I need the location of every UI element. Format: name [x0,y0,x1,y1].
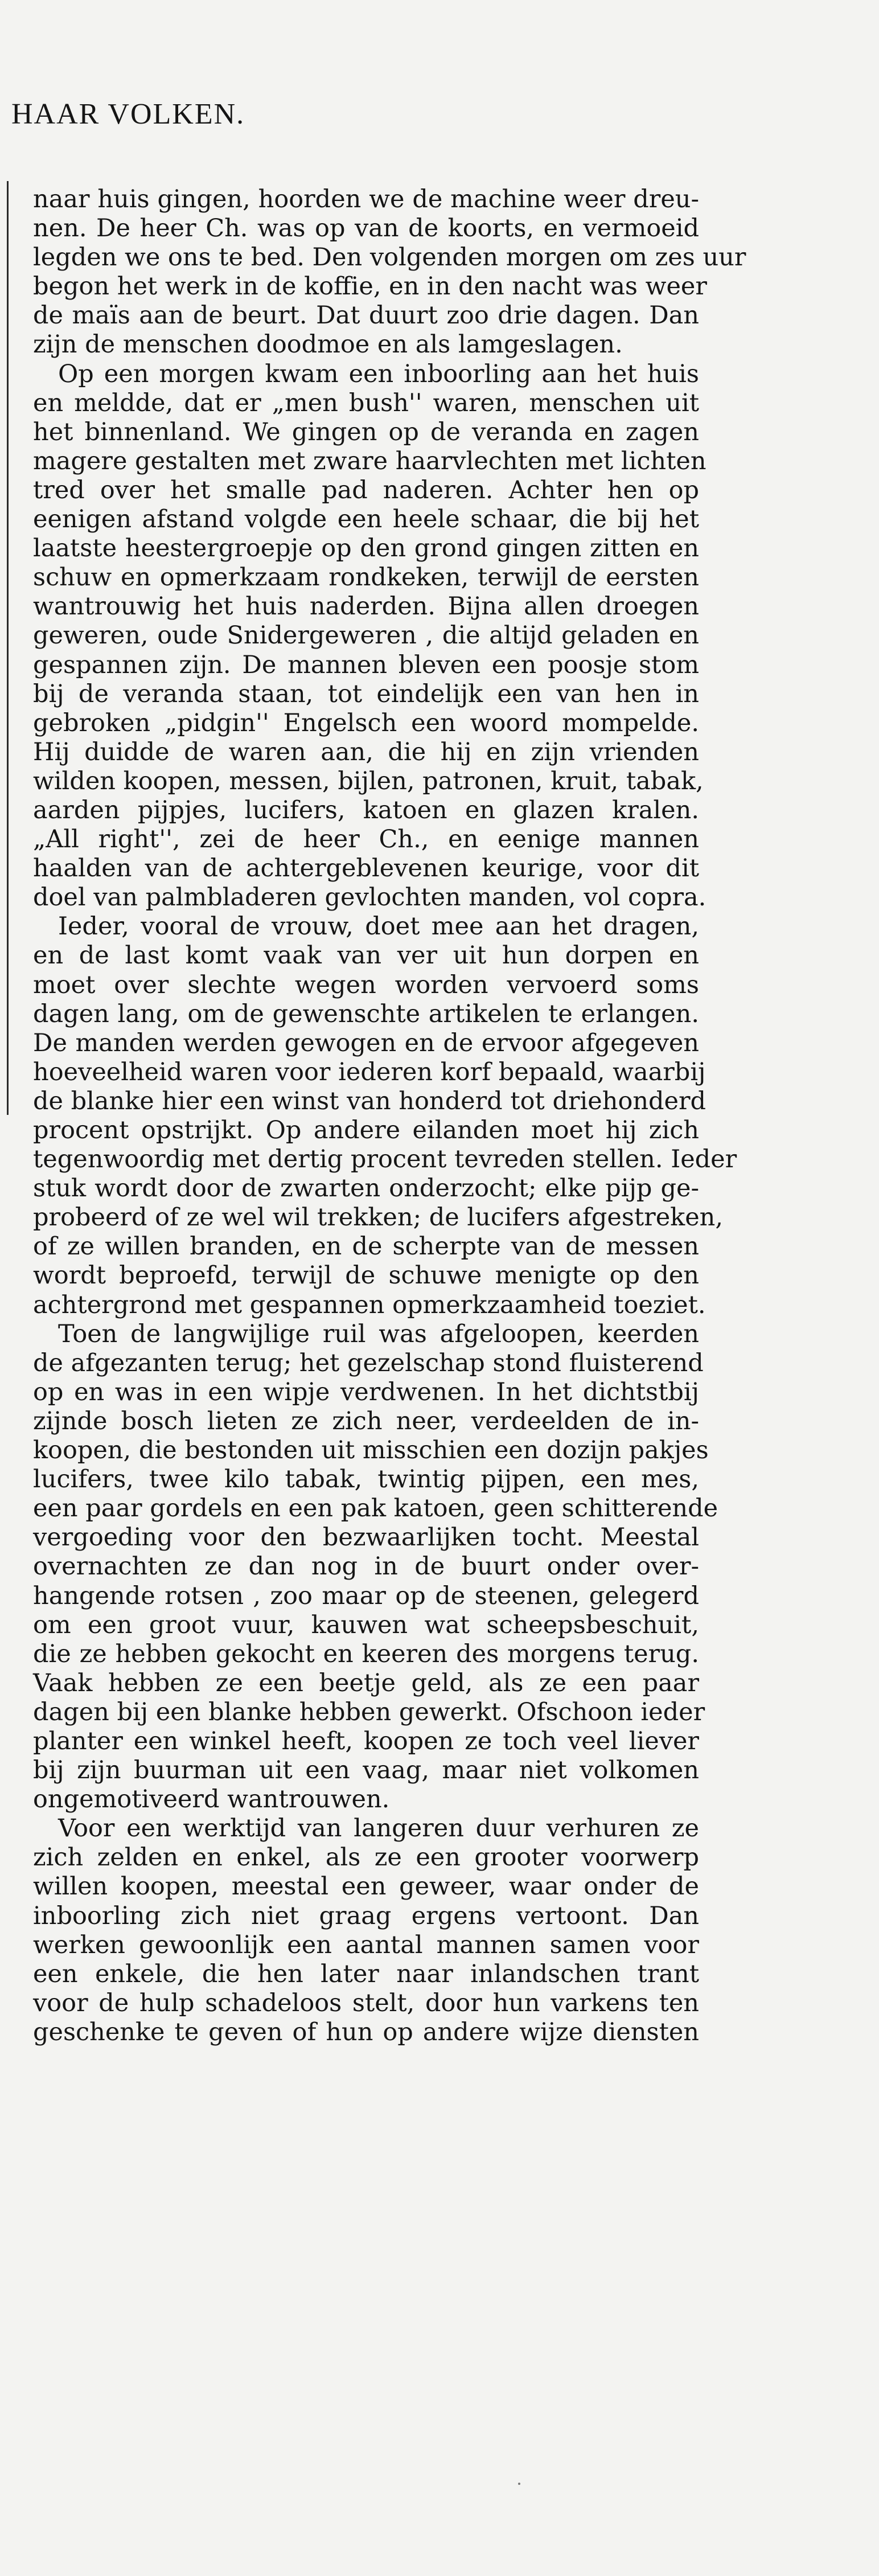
text-line: ongemotiveerd wantrouwen. [33,1785,390,1814]
text-line: om een groot vuur, kauwen wat scheepsbeschuit, [33,1610,699,1639]
text-line: werken gewoonlijk een aantal mannen samen voor [33,1930,699,1959]
paragraph [33,359,707,913]
text-line: schuw en opmerkzaam rondkeken, terwijl de eersten [33,563,699,592]
text-line: Hij duidde de waren aan, die hij en zijn vrienden [33,737,699,766]
text-line: planter een winkel heeft, koopen ze toch veel liever [33,1726,699,1755]
paragraph [33,912,737,1319]
text-line: procent opstrijkt. Op andere eilanden moet hij zich [33,1116,699,1145]
text-line: de blanke hier een winst van honderd tot driehonderd [33,1086,707,1115]
running-head: HAAR VOLKEN. [11,98,245,130]
text-line: legden we ons te bed. Den volgenden morgen om zes uur [33,243,746,272]
text-line: geweren, oude Snidergeweren , die altijd geladen en [33,621,699,650]
text-line: gebroken „pidgin'' Engelsch een woord mompelde. [33,708,699,737]
text-line: hangende rotsen , zoo maar op de steenen, gelegerd [33,1581,699,1610]
text-line: het binnenland. We gingen op de veranda en zagen [33,417,699,446]
text-line: dagen lang, om de gewenschte artikelen te erlangen. [33,999,699,1028]
text-line: Ieder, vooral de vrouw, doet mee aan het dragen, [58,912,699,941]
text-line: zich zelden en enkel, als ze een grooter voorwerp [33,1843,699,1872]
text-line: begon het werk in de koffie, en in den nacht was weer [33,272,707,301]
text-line: de afgezanten terug; het gezelschap stond fluisterend [33,1348,704,1377]
text-line: haalden van de achtergeblevenen keurige, voor dit [33,854,699,883]
text-line: De manden werden gewogen en de ervoor afgegeven [33,1028,699,1057]
text-line: hoeveelheid waren voor iederen korf bepaald, waarbij [33,1057,706,1086]
text-line: probeerd of ze wel wil trekken; de lucifers afgestreken, [33,1203,724,1232]
paragraph [33,185,746,360]
margin-rule [7,181,9,1115]
text-line: magere gestalten met zware haarvlechten met lichten [33,446,707,475]
text-line: aarden pijpjes, lucifers, katoen en glazen kralen. [33,795,699,825]
paragraph [33,1814,699,2047]
text-line: laatste heestergroepje op den grond gingen zitten en [33,534,699,563]
text-line: naar huis gingen, hoorden we de machine weer dreu- [33,185,699,214]
text-line: gespannen zijn. De mannen bleven een poosje stom [33,650,699,679]
text-line: dagen bij een blanke hebben gewerkt. Ofschoon ieder [33,1697,705,1726]
text-line: Voor een werktijd van langeren duur verhuren ze [58,1814,699,1843]
text-line: inboorling zich niet graag ergens vertoont. Dan [33,1901,699,1930]
text-line: wilden koopen, messen, bijlen, patronen, kruit, tabak, [33,766,704,795]
text-line: wantrouwig het huis naderden. Bijna allen droegen [33,592,699,621]
text-line: een enkele, die hen later naar inlandschen trant [33,1959,699,1988]
text-line: geschenke te geven of hun op andere wijze diensten [33,2017,699,2046]
text-line: en de last komt vaak van ver uit hun dorpen en [33,941,699,970]
text-line: vergoeding voor den bezwaarlijken tocht. Meestal [33,1523,699,1552]
text-line: bij de veranda staan, tot eindelijk een van hen in [33,679,699,708]
text-line: zijnde bosch lieten ze zich neer, verdeelden de in- [33,1406,699,1435]
text-line: Toen de langwijlige ruil was afgeloopen, keerden [58,1319,699,1348]
text-line: achtergrond met gespannen opmerkzaamheid toeziet. [33,1290,706,1319]
text-line: wordt beproefd, terwijl de schuwe menigte op den [33,1261,699,1290]
text-line: tred over het smalle pad naderen. Achter hen op [33,475,699,504]
text-line: willen koopen, meestal een geweer, waar onder de [33,1872,699,1901]
body-text [33,185,746,2047]
text-line: bij zijn buurman uit een vaag, maar niet volkomen [33,1756,699,1785]
text-line: en meldde, dat er „men bush'' waren, menschen uit [33,388,699,417]
text-line: stuk wordt door de zwarten onderzocht; elke pijp ge- [33,1174,699,1203]
text-line: zijn de menschen doodmoe en als lamgeslagen. [33,330,623,359]
text-line: moet over slechte wegen worden vervoerd soms [33,970,699,999]
text-line: of ze willen branden, en de scherpte van de messen [33,1232,699,1261]
page-speck [518,2483,520,2485]
paragraph [33,1319,718,1815]
text-line: de maïs aan de beurt. Dat duurt zoo drie dagen. Dan [33,301,699,330]
text-line: nen. De heer Ch. was op van de koorts, en vermoeid [33,214,699,243]
text-line: Op een morgen kwam een inboorling aan het huis [58,359,699,388]
text-line: doel van palmbladeren gevlochten manden, vol copra. [33,883,707,912]
text-line: tegenwoordig met dertig procent tevreden stellen. Ieder [33,1145,737,1174]
text-line: koopen, die bestonden uit misschien een dozijn pakjes [33,1436,709,1465]
text-line: eenigen afstand volgde een heele schaar, die bij het [33,505,699,534]
text-line: overnachten ze dan nog in de buurt onder over- [33,1552,699,1581]
text-line: „All right'', zei de heer Ch., en eenige mannen [33,825,699,854]
text-line: een paar gordels en een pak katoen, geen schitterende [33,1494,718,1523]
text-line: die ze hebben gekocht en keeren des morgens terug. [33,1639,699,1668]
text-line: lucifers, twee kilo tabak, twintig pijpen, een mes, [33,1465,699,1494]
text-line: op en was in een wipje verdwenen. In het dichtstbij [33,1377,699,1406]
text-line: Vaak hebben ze een beetje geld, als ze een paar [33,1668,699,1697]
text-line: voor de hulp schadeloos stelt, door hun varkens ten [33,1988,699,2017]
